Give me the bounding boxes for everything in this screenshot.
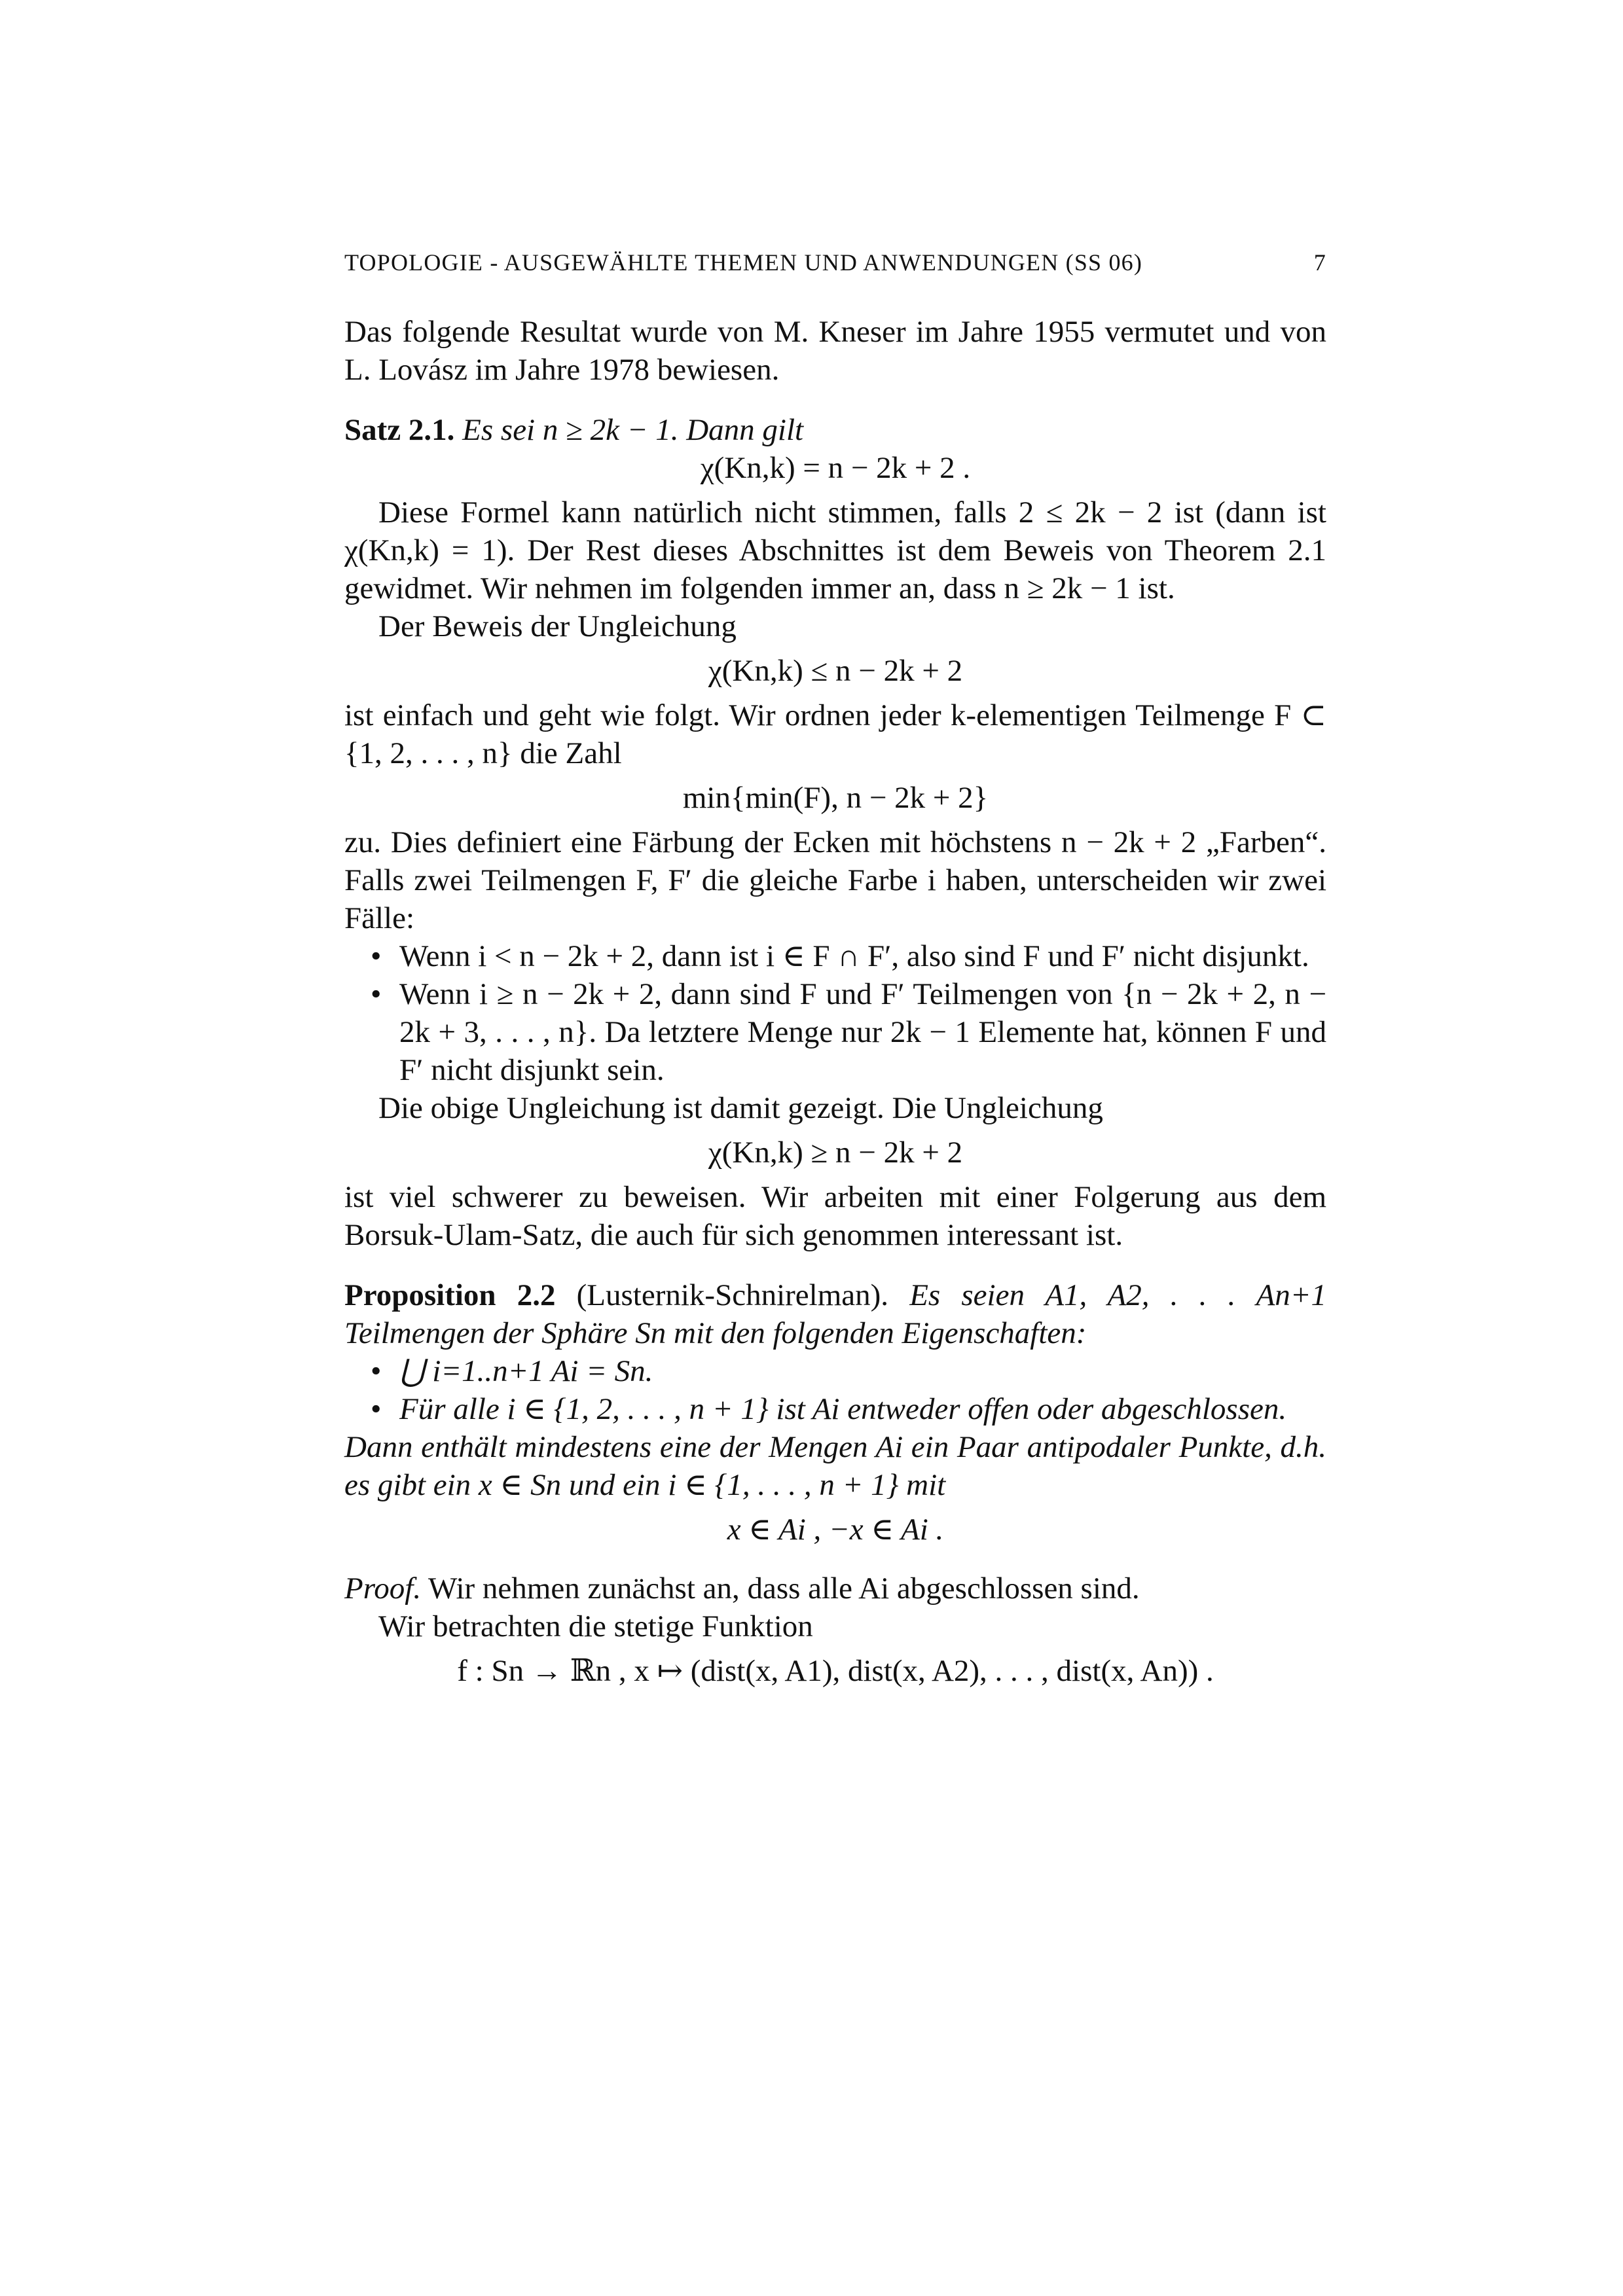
running-header [344, 249, 1326, 285]
inequality-lower: χ(Kn,k) ≥ n − 2k + 2 [708, 1136, 963, 1170]
proposition-conditions [344, 1352, 1326, 1428]
case-list [344, 937, 1326, 1089]
paragraph-coloring: ist einfach und geht wie folgt. Wir ordnen jeder k-elementigen Teilmenge F ⊂ {1, 2, . . . , n} die Zahl [344, 698, 1326, 770]
proof-label: Proof. [344, 1571, 422, 1605]
paragraph-formula-remark: Diese Formel kann natürlich nicht stimmen, falls 2 ≤ 2k − 2 ist (dann ist χ(Kn,k) = 1). Der Rest dieses Abschnittes ist dem Beweis von Theorem 2.1 gewidmet. Wir nehmen im folgenden immer an, dass n ≥ 2k − 1 ist. [344, 495, 1326, 605]
formula-min: min{min(F), n − 2k + 2} [682, 781, 989, 815]
proposition-attribution: (Lusternik-Schnirelman). [576, 1278, 889, 1312]
satz-label: Satz 2.1. [344, 413, 455, 447]
condition-item: • Für alle i ∈ {1, 2, . . . , n + 1} ist Ai entweder offen oder abgeschlossen. [399, 1390, 1326, 1428]
proposition-statement [344, 1276, 1326, 1352]
case-item: • Wenn i < n − 2k + 2, dann ist i ∈ F ∩ F′, also sind F und F′ nicht disjunkt. [399, 937, 1326, 975]
satz-statement [344, 411, 1326, 449]
proof-continuous-function: Wir betrachten die stetige Funktion [378, 1609, 813, 1643]
function-definition: f : Sn → ℝn , x ↦ (dist(x, A1), dist(x, A2), . . . , dist(x, An)) . [457, 1654, 1214, 1688]
case-item: • Wenn i ≥ n − 2k + 2, dann sind F und F′ Teilmengen von {n − 2k + 2, n − 2k + 3, . . . , n}. Da letztere Menge nur 2k − 1 Elemente hat, können F und F′ nicht disjunkt sein. [399, 975, 1326, 1089]
proposition-conclusion: Dann enthält mindestens eine der Mengen Ai ein Paar antipodaler Punkte, d.h. es gibt ein x ∈ Sn und ein i ∈ {1, . . . , n + 1} mit [344, 1430, 1326, 1502]
bullet-icon: • [371, 1354, 382, 1388]
paragraph-proof-start: Der Beweis der Ungleichung [378, 609, 737, 643]
page [344, 249, 1326, 1696]
proposition-label: Proposition 2.2 [344, 1278, 556, 1312]
intro-paragraph: Das folgende Resultat wurde von M. Kneser im Jahre 1955 vermutet und von L. Lovász im Jahre 1978 bewiesen. [344, 315, 1326, 387]
paragraph-conclusion: Die obige Ungleichung ist damit gezeigt. Die Ungleichung [378, 1091, 1103, 1125]
page-number: 7 [1313, 249, 1326, 276]
header-title: TOPOLOGIE - AUSGEWÄHLTE THEMEN UND ANWENDUNGEN (SS 06) [344, 249, 1143, 276]
satz-text: Es sei n ≥ 2k − 1. Dann gilt [462, 413, 804, 447]
paragraph-borsuk-ulam: ist viel schwerer zu beweisen. Wir arbeiten mit einer Folgerung aus dem Borsuk-Ulam-Satz, die auch für sich genommen interessant ist. [344, 1180, 1326, 1252]
satz-formula: χ(Kn,k) = n − 2k + 2 . [700, 451, 971, 485]
proof-paragraph [344, 1570, 1326, 1607]
proof-text: Wir nehmen zunächst an, dass alle Ai abgeschlossen sind. [428, 1571, 1140, 1605]
proposition-text: Es seien A1, A2, . . . An+1 Teilmengen der Sphäre Sn mit den folgenden Eigenschaften: [344, 1278, 1327, 1350]
condition-item: • ⋃ i=1..n+1 Ai = Sn. [399, 1352, 1326, 1390]
bullet-icon: • [371, 977, 382, 1011]
bullet-icon: • [371, 939, 382, 973]
paragraph-farben: zu. Dies definiert eine Färbung der Ecken mit höchstens n − 2k + 2 „Farben“. Falls zwei Teilmengen F, F′ die gleiche Farbe i haben, unterscheiden wir zwei Fälle: [344, 825, 1326, 935]
proposition-formula: x ∈ Ai , −x ∈ Ai . [727, 1513, 944, 1547]
inequality-upper: χ(Kn,k) ≤ n − 2k + 2 [708, 654, 963, 688]
bullet-icon: • [371, 1392, 382, 1426]
